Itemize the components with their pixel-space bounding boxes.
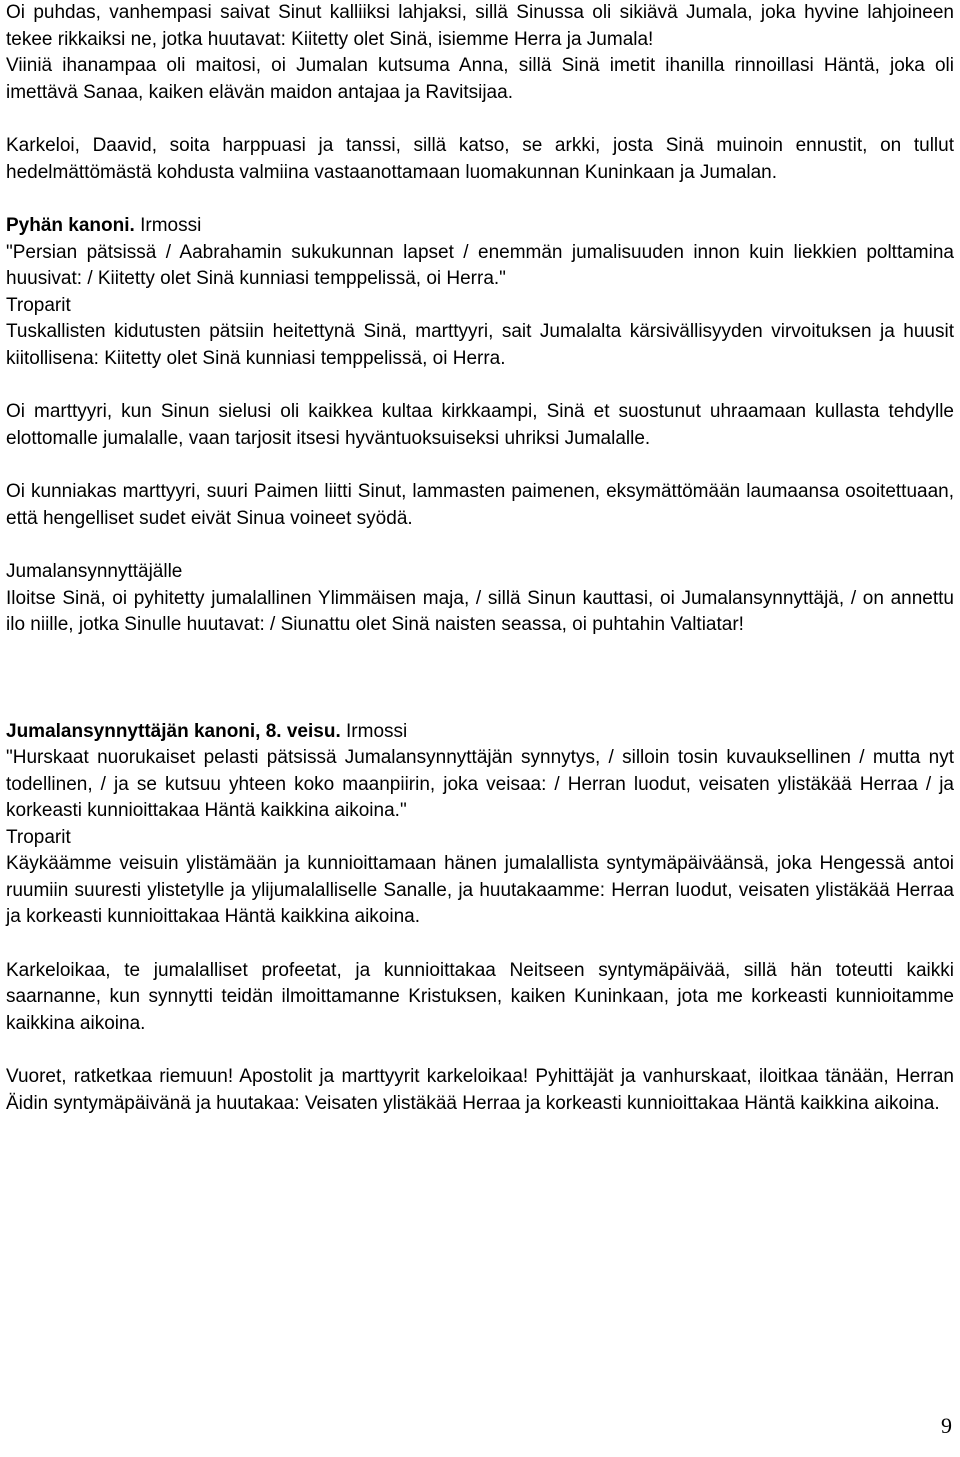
paragraph: Tuskallisten kidutusten pätsiin heitettynä Sinä, marttyyri, sait Jumalalta kärsivällisyyden virvoituksen ja huusit kiitollisena: Kiitetty olet Sinä kunniasi temppelissä, oi Herra. xyxy=(6,321,954,369)
paragraph: "Hurskaat nuorukaiset pelasti pätsissä Jumalansynnyttäjän synnytys, / silloin tosin kuvauksellinen / mutta nyt todellinen, / ja se kutsuu yhteen koko maanpiirin, joka veisaa: / Herran luodut, veisaten ylistäkää Herraa / ja korkeasti kunnioittakaa Häntä kaikkina aikoina." xyxy=(6,747,954,821)
subheading: Jumalansynnyttäjälle xyxy=(6,561,183,582)
section-heading xyxy=(6,213,954,240)
page-number: 9 xyxy=(941,1413,952,1438)
paragraph: Karkeloikaa, te jumalalliset profeetat, ja kunnioittakaa Neitseen syntymäpäivää, sillä hän toteutti kaikki saarnanne, kun synnytti teidän ilmoittamanne Kristuksen, kaiken Kuninkaan, jota me korkeasti kunnioitamme kaikkina aikoina. xyxy=(6,959,954,1034)
paragraph: Karkeloi, Daavid, soita harppuasi ja tanssi, sillä katso, se arkki, josta Sinä muinoin ennustit, on tullut hedelmättömästä kohdusta valmiina vastaanottamaan luomakunnan Kuninkaan ja Jumalan. xyxy=(6,135,954,183)
document-page xyxy=(6,0,954,1117)
section-heading-bold: Jumalansynnyttäjän kanoni, 8. veisu. xyxy=(6,720,341,742)
paragraph: Iloitse Sinä, oi pyhitetty jumalallinen Ylimmäisen maja, / sillä Sinun kauttasi, oi Jumalansynnyttäjä, / on annettu ilo niille, jotka Sinulle huutavat: / Siunattu olet Sinä naisten seassa, oi puhtahin Valtiatar! xyxy=(6,587,954,635)
paragraph: Oi marttyyri, kun Sinun sielusi oli kaikkea kultaa kirkkaampi, Sinä et suostunut uhraamaan kullasta tehdylle elottomalle jumalalle, vaan tarjosit itsesi hyväntuoksuiseksi uhriksi Jumalalle. xyxy=(6,401,954,449)
paragraph: Vuoret, ratketkaa riemuun! Apostolit ja marttyyrit karkeloikaa! Pyhittäjät ja vanhurskaat, iloitkaa tänään, Herran Äidin syntymäpäivänä ja huutakaa: Veisaten ylistäkää Herraa ja korkeasti kunnioittakaa Häntä kaikkina aikoina. xyxy=(6,1066,954,1114)
paragraph: Oi kunniakas marttyyri, suuri Paimen liitti Sinut, lammasten paimenen, eksymättömään laumaansa osoitettuaan, että hengelliset sudet eivät Sinua voineet syödä. xyxy=(6,481,954,529)
paragraph: Käykäämme veisuin ylistämään ja kunnioittamaan hänen jumalallista syntymäpäiväänsä, joka Hengessä antoi ruumiin suuresti ylistetylle ja ylijumalalliselle Sanalle, ja huutakaamme: Herran luodut, veisaten ylistäkää Herraa ja korkeasti kunnioittakaa Häntä kaikkina aikoina. xyxy=(6,853,954,927)
paragraph: Viiniä ihanampaa oli maitosi, oi Jumalan kutsuma Anna, sillä Sinä imetit ihanilla rinnoillasi Häntä, joka oli imettävä Sanaa, kaiken elävän maidon antajaa ja Ravitsijaa. xyxy=(6,55,954,103)
subheading: Troparit xyxy=(6,826,71,848)
paragraph: Oi puhdas, vanhempasi saivat Sinut kalliiksi lahjaksi, sillä Sinussa oli sikiävä Jumala, joka hyvine lahjoineen tekee rikkaiksi ne, jotka huutavat: Kiitetty olet Sinä, isiemme Herra ja Jumala! xyxy=(6,2,954,50)
subheading: Troparit xyxy=(6,294,71,316)
section-heading xyxy=(6,719,954,746)
section-heading-label: Irmossi xyxy=(340,720,408,742)
section-heading-bold: Pyhän kanoni. xyxy=(6,215,135,236)
section-heading-label: Irmossi xyxy=(134,215,202,236)
paragraph: "Persian pätsissä / Aabrahamin sukukunnan lapset / enemmän jumalisuuden innon kuin liekkien polttamina huusivat: / Kiitetty olet Sinä kunniasi temppelissä, oi Herra." xyxy=(6,241,954,289)
